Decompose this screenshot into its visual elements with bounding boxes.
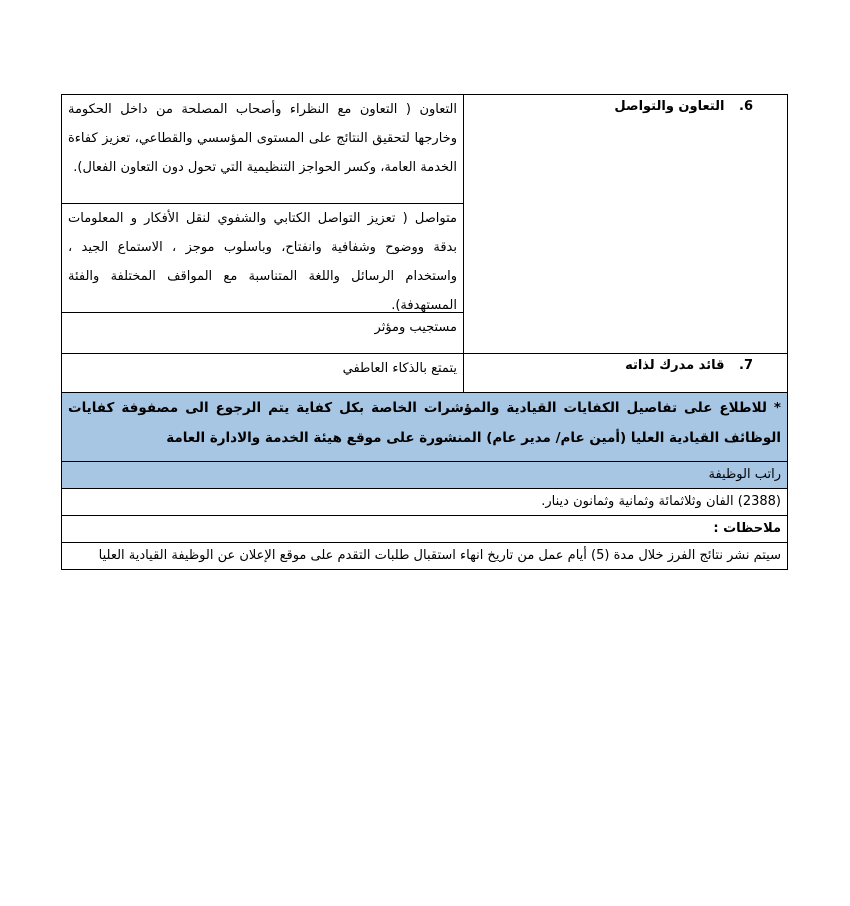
competency-description-cell (62, 95, 464, 354)
salary-value-row (62, 489, 788, 516)
competency-row-7 (62, 354, 788, 393)
reference-note-row (62, 393, 788, 462)
competencies-table (61, 94, 788, 570)
reference-note: * للاطلاع على تفاصيل الكفايات القيادية والمؤشرات الخاصة بكل كفاية يتم الرجوع الى مصفوفة كفايات الوظائف القيادية العليا (أمين عام/ مدير عام) المنشورة على موقع هيئة الخدمة والادارة العامة (62, 393, 788, 462)
competency-row-6 (62, 95, 788, 354)
notes-label: ملاحظات : (62, 516, 788, 543)
notes-text-row (62, 543, 788, 570)
document-page (61, 94, 788, 570)
competency-number: 7. (739, 358, 753, 373)
competency-name: التعاون والتواصل (614, 99, 725, 114)
notes-label-row (62, 516, 788, 543)
competency-description-cell: يتمتع بالذكاء العاطفي (62, 354, 464, 393)
communication-description: متواصل ( تعزيز التواصل الكتابي والشفوي لنقل الأفكار و المعلومات بدقة ووضوح وشفافية وانفتاح، وباسلوب موجز ، الاستماع الجيد ، واستخدام الرسائل واللغة المتناسبة مع المواقف المختلفة والفئة المستهدفة). (62, 203, 463, 312)
competency-name-cell (464, 95, 788, 354)
responsive-description: مستجيب ومؤثر (62, 312, 463, 353)
salary-value: (2388) الفان وثلاثمائة وثمانية وثمانون دينار. (62, 489, 788, 516)
competency-number: 6. (739, 99, 753, 114)
salary-label: راتب الوظيفة (62, 462, 788, 489)
cooperation-description: التعاون ( التعاون مع النظراء وأصحاب المصلحة من داخل الحكومة وخارجها لتحقيق النتائج على المستوى المؤسسي والقطاعي، تعزيز كفاءة الخدمة العامة، وكسر الحواجز التنظيمية التي تحول دون التعاون الفعال). (68, 102, 457, 175)
competency-name-cell (464, 354, 788, 393)
notes-text: سيتم نشر نتائج الفرز خلال مدة (5) أيام عمل من تاريخ انهاء استقبال طلبات التقدم على موقع الإعلان عن الوظيفة القيادية العليا (62, 543, 788, 570)
salary-label-row (62, 462, 788, 489)
competency-name: قائد مدرك لذاته (625, 358, 725, 373)
